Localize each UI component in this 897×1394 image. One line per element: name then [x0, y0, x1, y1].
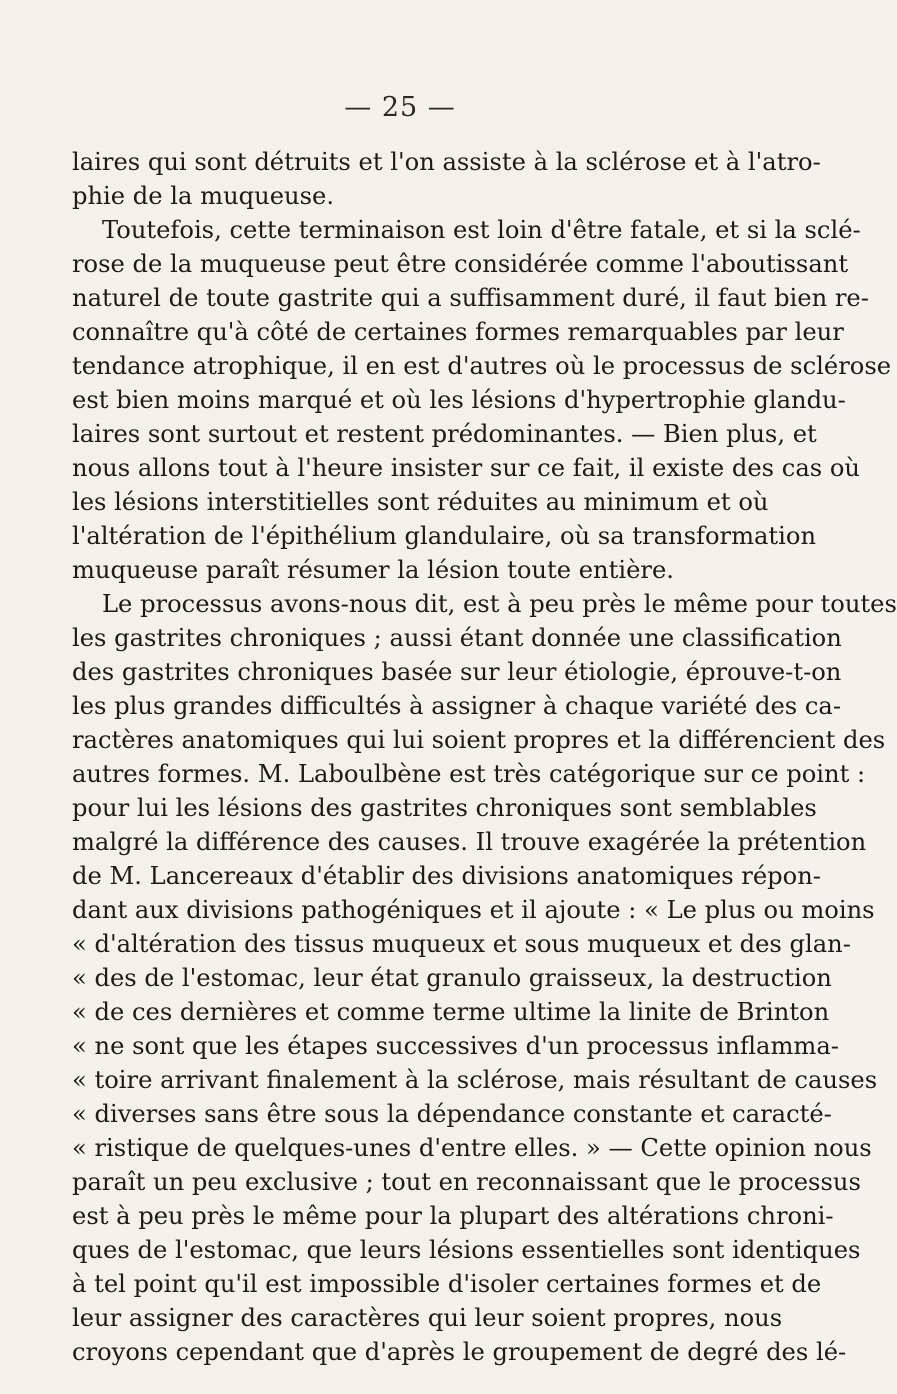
text-line: « de ces dernières et comme terme ultime la linite de Brinton	[72, 998, 830, 1026]
text-line: ractères anatomiques qui lui soient propres et la différencient des	[72, 726, 886, 754]
text-line: autres formes. M. Laboulbène est très catégorique sur ce point :	[72, 760, 866, 788]
text-line: ques de l'estomac, que leurs lésions essentielles sont identiques	[72, 1236, 861, 1264]
text-line: nous allons tout à l'heure insister sur ce fait, il existe des cas où	[72, 454, 860, 482]
text-line: des gastrites chroniques basée sur leur étiologie, éprouve-t-on	[72, 658, 842, 686]
text-line: les gastrites chroniques ; aussi étant donnée une classification	[72, 624, 842, 652]
text-line: connaître qu'à côté de certaines formes remarquables par leur	[72, 318, 844, 346]
text-line: leur assigner des caractères qui leur soient propres, nous	[72, 1304, 783, 1332]
text-line: dant aux divisions pathogéniques et il ajoute : « Le plus ou moins	[72, 896, 875, 924]
text-line: « ne sont que les étapes successives d'un processus inflamma-	[72, 1032, 839, 1060]
page-number: — 25 —	[344, 92, 456, 123]
text-line: l'altération de l'épithélium glandulaire, où sa transformation	[72, 522, 817, 550]
text-line: « ristique de quelques-unes d'entre elles. » — Cette opinion nous	[72, 1134, 872, 1162]
text-line: est bien moins marqué et où les lésions d'hypertrophie glandu-	[72, 386, 846, 414]
text-line: à tel point qu'il est impossible d'isoler certaines formes et de	[72, 1270, 822, 1298]
text-line: les lésions interstitielles sont réduites au minimum et où	[72, 488, 769, 516]
text-line: naturel de toute gastrite qui a suffisamment duré, il faut bien re-	[72, 284, 869, 312]
text-line: « diverses sans être sous la dépendance constante et caracté-	[72, 1100, 832, 1128]
text-line: « des de l'estomac, leur état granulo graisseux, la destruction	[72, 964, 832, 992]
text-line: Le processus avons-nous dit, est à peu près le même pour toutes	[102, 590, 897, 618]
text-line: rose de la muqueuse peut être considérée comme l'aboutissant	[72, 250, 849, 278]
text-line: malgré la différence des causes. Il trouve exagérée la prétention	[72, 828, 867, 856]
text-line: muqueuse paraît résumer la lésion toute entière.	[72, 556, 674, 584]
text-line: laires sont surtout et restent prédominantes. — Bien plus, et	[72, 420, 817, 448]
text-line: est à peu près le même pour la plupart des altérations chroni-	[72, 1202, 834, 1230]
text-line: Toutefois, cette terminaison est loin d'être fatale, et si la sclé-	[102, 216, 861, 244]
body-text	[72, 145, 897, 1369]
text-line: phie de la muqueuse.	[72, 182, 335, 210]
text-line: croyons cependant que d'après le groupement de degré des lé-	[72, 1338, 847, 1366]
text-line: « toire arrivant finalement à la sclérose, mais résultant de causes	[72, 1066, 878, 1094]
text-line: tendance atrophique, il en est d'autres où le processus de sclérose	[72, 352, 892, 380]
text-line: de M. Lancereaux d'établir des divisions anatomiques répon-	[72, 862, 821, 890]
text-line: laires qui sont détruits et l'on assiste à la sclérose et à l'atro-	[72, 148, 821, 176]
text-line: « d'altération des tissus muqueux et sous muqueux et des glan-	[72, 930, 851, 958]
text-line: paraît un peu exclusive ; tout en reconnaissant que le processus	[72, 1168, 861, 1196]
text-line: pour lui les lésions des gastrites chroniques sont semblables	[72, 794, 817, 822]
text-line: les plus grandes difficultés à assigner à chaque variété des ca-	[72, 692, 842, 720]
